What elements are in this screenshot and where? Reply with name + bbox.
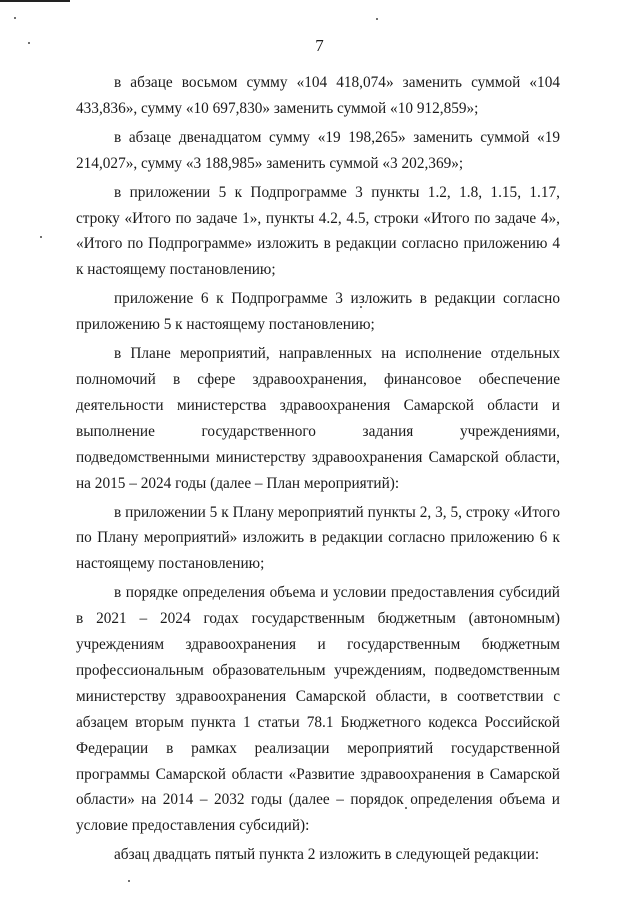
scan-speck: [40, 236, 42, 238]
body-paragraph: в абзаце восьмом сумму «104 418,074» заменить суммой «104 433,836», сумму «10 697,830» заменить суммой «10 912,859»;: [76, 74, 560, 117]
body-paragraph: в приложении 5 к Плану мероприятий пункты 2, 3, 5, строку «Итого по Плану мероприятий» изложить в редакции согласно приложению 6 к настоящему постановлению;: [76, 503, 560, 573]
scan-speck: [14, 17, 16, 19]
body-paragraph: в Плане мероприятий, направленных на исполнение отдельных полномочий в сфере здравоохранения, финансовое обеспечение деятельности министерства здравоохранения Самарской области и выполнение государственного задания учреждениями, подведомственными министерству здравоохранения Самарской области, на 2015 – 2024 годы (далее – План мероприятий):: [76, 345, 560, 492]
body-paragraph: приложение 6 к Подпрограмме 3 изложить в редакции согласно приложению 5 к настоящему постановлению;: [76, 290, 560, 334]
document-body: [76, 70, 560, 871]
body-paragraph: в порядке определения объема и условии предоставления субсидий в 2021 – 2024 годах государственным бюджетным (автономным) учреждениям здравоохранения и государственным бюджетным профессиональным образовательным учреждениям, подведомственным министерству здравоохранения Самарской области, в соответствии с абзацем вторым пункта 1 статьи 78.1 Бюджетного кодекса Российской Федерации в рамках реализации мероприятий государственной программы Самарской области «Развитие здравоохранения в Самарской области» на 2014 – 2032 годы (далее – порядок определения объема и условие предоставления субсидий):: [76, 584, 560, 835]
body-paragraph: в абзаце двенадцатом сумму «19 198,265» заменить суммой «19 214,027», сумму «3 188,985» заменить суммой «3 202,369»;: [76, 128, 560, 172]
scan-speck: [376, 18, 378, 20]
body-paragraph: в приложении 5 к Подпрограмме 3 пункты 1.2, 1.8, 1.15, 1.17, строку «Итого по задаче 1», пункты 4.2, 4.5, строки «Итого по задаче 4», «Итого по Подпрограмме» изложить в редакции согласно приложению 4 к настоящему постановлению;: [76, 183, 560, 279]
scan-speck: [128, 880, 130, 882]
page-number: 7: [315, 36, 324, 55]
body-paragraph: абзац двадцать пятый пункта 2 изложить в следующей редакции:: [114, 846, 540, 864]
scan-edge-mark: [0, 0, 70, 2]
